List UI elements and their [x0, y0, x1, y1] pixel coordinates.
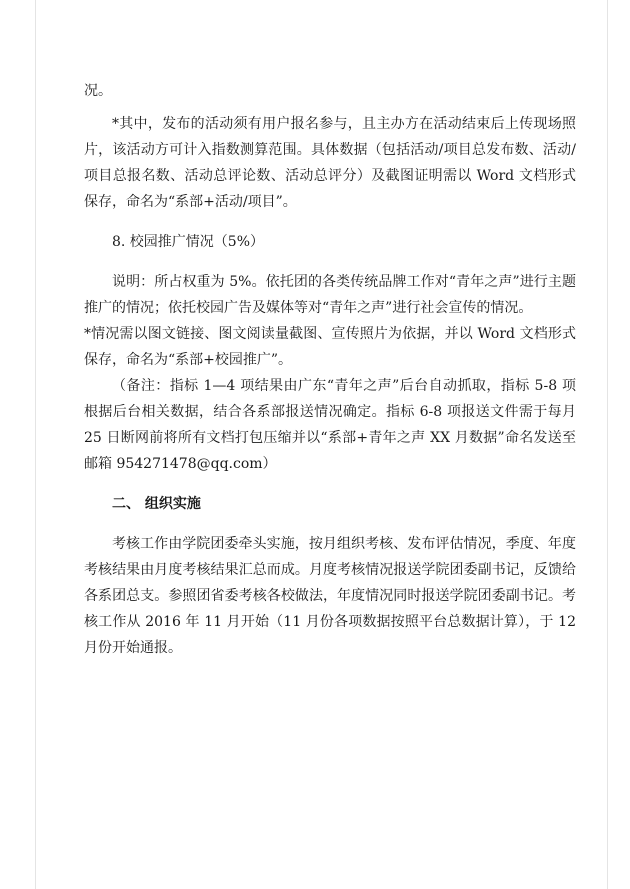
paragraph-promotion-description: 说明：所占权重为 5%。依托团的各类传统品牌工作对“青年之声”进行主题推广的情况；依托校园广告及媒体等对“青年之声”进行社会宣传的情况。 [84, 274, 576, 316]
page-border-left [35, 0, 36, 889]
section-heading-campus-promotion: 8. 校园推广情况（5%） [112, 234, 265, 250]
section-heading-implementation: 二、 组织实施 [112, 496, 201, 512]
paragraph-continuation: 况。 [84, 83, 112, 99]
paragraph-activity-note: *其中，发布的活动须有用户报名参与，且主办方在活动结束后上传现场照片，该活动方可计入指数测算范围。具体数据（包括活动/项目总发布数、活动/项目总报名数、活动总评论数、活动总评分）及截图证明需以 Word 文档形式保存，命名为“系部+活动/项目”。 [84, 116, 576, 210]
paragraph-implementation: 考核工作由学院团委牵头实施，按月组织考核、发布评估情况，季度、年度考核结果由月度考核结果汇总而成。月度考核情况报送学院团委副书记，反馈给各系团总支。参照团省委考核各校做法，年度情况同时报送学院团委副书记。考核工作从 2016 年 11 月开始（11 月份各项数据按照平台总数据计算），于 12 月份开始通报。 [84, 536, 576, 656]
paragraph-promotion-evidence: *情况需以图文链接、图文阅读量截图、宣传照片为依据，并以 Word 文档形式保存，命名为“系部+校园推广”。 [84, 326, 576, 368]
page-border-right [607, 0, 608, 889]
document-body [84, 78, 576, 661]
paragraph-remarks: （备注：指标 1—4 项结果由广东“青年之声”后台自动抓取，指标 5-8 项根据后台相关数据，结合各系部报送情况确定。指标 6-8 项报送文件需于每月 25 日断网前将所有文档打包压缩并以“系部+青年之声 XX 月数据”命名发送至邮箱 954271478@qq.com） [84, 378, 576, 472]
